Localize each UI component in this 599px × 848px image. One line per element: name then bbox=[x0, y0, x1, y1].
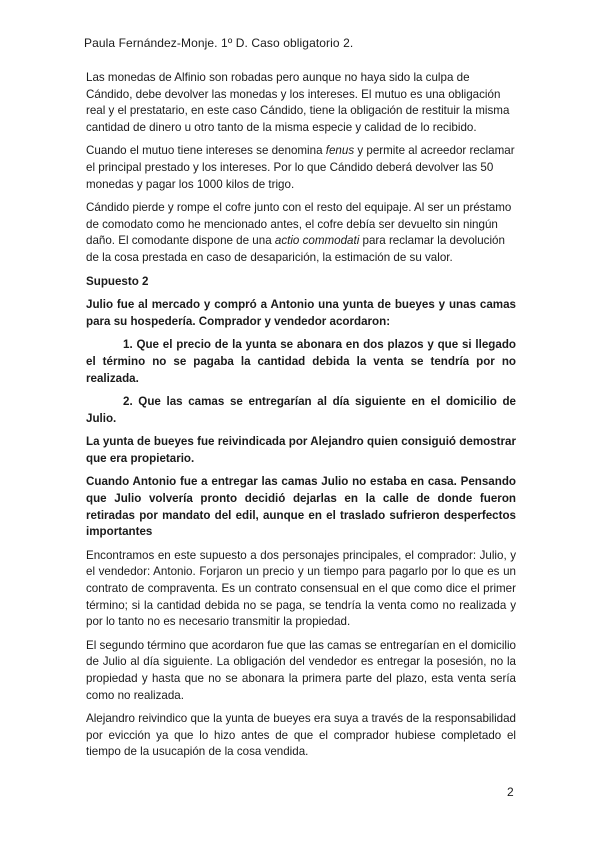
term-fenus: fenus bbox=[325, 144, 355, 158]
case-agreement-2: 2. Que las camas se entregarían al día siguiente en el domicilio de Julio. bbox=[86, 395, 516, 425]
term-actio-commodati: actio commodati bbox=[274, 234, 360, 248]
case-statement-2: La yunta de bueyes fue reivindicada por Alejandro quien consiguió demostrar que era propietario. bbox=[86, 435, 516, 465]
case-statement-3: Cuando Antonio fue a entregar las camas Julio no estaba en casa. Pensando que Julio volvería pronto decidió dejarlas en la calle de donde fueron retiradas por mandato del edil, aunque en el traslado sufrieron desperfectos importantes bbox=[86, 475, 516, 539]
paragraph-2-text-a: Cuando el mutuo tiene intereses se denomina bbox=[86, 144, 326, 158]
paragraph-1: Las monedas de Alfinio son robadas pero aunque no haya sido la culpa de Cándido, debe devolver las monedas y los intereses. El mutuo es una obligación real y el prestatario, en este caso Cándido, tiene la obligación de restituir la misma cantidad de dinero u otro tanto de la misma especie y calidad de lo recibido. bbox=[86, 71, 510, 134]
paragraph-5: El segundo término que acordaron fue que las camas se entregarían en el domicilio de Julio al día siguiente. La obligación del vendedor es entregar la posesión, no la propiedad y hasta que no se abonara la primera parte del plazo, esta venta sería como no realizada. bbox=[86, 638, 516, 702]
paragraph-3-text-b: para reclamar la devolución de la cosa prestada en caso de desaparición, la estimación de su valor. bbox=[86, 234, 505, 264]
page-number: 2 bbox=[507, 785, 514, 799]
case-statement-1: Julio fue al mercado y compró a Antonio una yunta de bueyes y unas camas para su hospedería. Comprador y vendedor acordaron: bbox=[86, 298, 516, 328]
paragraph-4: Encontramos en este supuesto a dos personajes principales, el comprador: Julio, y el vendedor: Antonio. Forjaron un precio y un tiempo para pagarlo por lo que es un contrato de compraventa. Es un contrato consensual en el que como dice el primer término; si la cantidad debida no se paga, se tendría la venta como no realizada y por lo tanto no es necesario transmitir la propiedad. bbox=[86, 548, 516, 629]
paragraph-2 bbox=[86, 143, 516, 193]
paragraph-6: Alejandro reivindico que la yunta de bueyes era suya a través de la responsabilidad por evicción ya que lo hizo antes de que el comprador hubiese completado el tiempo de la usucapión de la cosa vendida. bbox=[86, 712, 516, 759]
paragraph-3-text-a: Cándido pierde y rompe el cofre junto con el resto del equipaje. Al ser un préstamo de comodato como he mencionado antes, el cofre debía ser devuelto sin ningún daño. El comodante dispone de una bbox=[86, 201, 512, 248]
case-agreement-1: 1. Que el precio de la yunta se abonara en dos plazos y que si llegado el término no se pagaba la cantidad debida la venta se tendría por no realizada. bbox=[86, 338, 516, 385]
paragraph-2-text-b: y permite al acreedor reclamar el principal prestado y los intereses. Por lo que Cándido deberá devolver las 50 monedas y pagar los 1000 kilos de trigo. bbox=[86, 144, 515, 191]
section-title: Supuesto 2 bbox=[86, 274, 149, 288]
page-header: Paula Fernández-Monje. 1º D. Caso obligatorio 2. bbox=[84, 36, 354, 50]
paragraph-3 bbox=[86, 200, 516, 266]
document-body bbox=[86, 70, 516, 768]
